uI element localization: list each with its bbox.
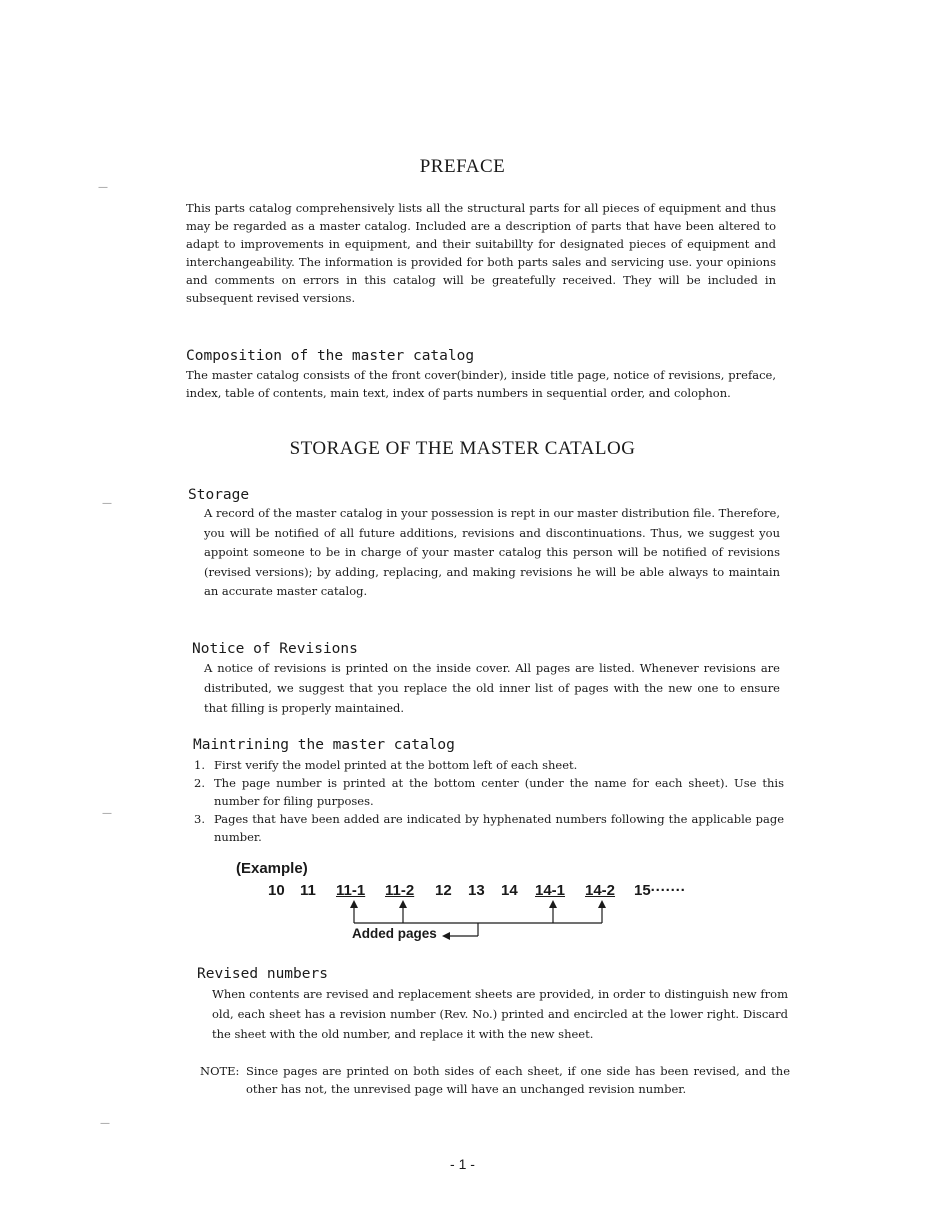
list-item	[194, 756, 784, 774]
step-number: 2.	[194, 776, 205, 790]
example-number: 15·······	[634, 882, 686, 899]
example-number: 10	[268, 882, 285, 899]
example-number: 11	[300, 882, 316, 899]
composition-heading: Composition of the master catalog	[186, 348, 475, 364]
page-number: - 1 -	[450, 1156, 475, 1172]
example-number: 13	[468, 882, 485, 899]
notice-heading: Notice of Revisions	[192, 641, 358, 657]
list-item	[194, 810, 784, 846]
storage-body: A record of the master catalog in your possession is rept in our master distribution file. Therefore, you will be notified of all future additions, revisions and discontinuations. Thus, we suggest you appoint someone to be in charge of your master catalog this person will be notified of revisions (revised versions); by adding, replacing, and making revisions he will be able always to maintain an accurate master catalog.	[204, 506, 780, 598]
arrow-head	[598, 900, 606, 908]
example-number-added: 14-1	[535, 882, 566, 899]
example-label: (Example)	[236, 860, 308, 877]
composition-body: The master catalog consists of the front cover(binder), inside title page, notice of revisions, preface, index, table of contents, main text, index of parts numbers in sequential order, and colophon.	[186, 368, 776, 400]
revised-body: When contents are revised and replacement sheets are provided, in order to distinguish new from old, each sheet has a revision number (Rev. No.) printed and encircled at the lower right. Discard the sheet with the old number, and replace it with the new sheet.	[212, 987, 788, 1041]
example-number: 14	[501, 882, 518, 899]
added-pages-label: Added pages	[352, 926, 437, 941]
margin-mark: —	[98, 182, 108, 193]
margin-mark: —	[102, 498, 112, 509]
example-number-added: 14-2	[585, 882, 616, 899]
maintaining-heading: Maintrining the master catalog	[193, 737, 455, 753]
arrow-head	[399, 900, 407, 908]
storage-section-title: STORAGE OF THE MASTER CATALOG	[289, 438, 636, 459]
note-label: NOTE:	[200, 1064, 240, 1078]
revised-heading: Revised numbers	[197, 966, 328, 982]
step-text: The page number is printed at the bottom center (under the name for each sheet). Use this number for filing purposes.	[214, 776, 784, 808]
note-text: Since pages are printed on both sides of each sheet, if one side has been revised, and the other has not, the unrevised page will have an unchanged revision number.	[246, 1064, 790, 1096]
storage-heading: Storage	[188, 487, 250, 503]
step-number: 1.	[194, 758, 205, 772]
step-number: 3.	[194, 812, 205, 826]
example-number-added: 11-2	[385, 882, 415, 899]
preface-title: PREFACE	[419, 156, 506, 177]
list-item	[194, 774, 784, 810]
margin-mark: —	[102, 808, 112, 819]
example-number-added: 11-1	[336, 882, 366, 899]
notice-body: A notice of revisions is printed on the inside cover. All pages are listed. Whenever revisions are distributed, we suggest that you replace the old inner list of pages with the new one to ensure that filling is properly maintained.	[204, 661, 780, 715]
arrow-head	[549, 900, 557, 908]
example-number: 12	[435, 882, 452, 899]
step-text: First verify the model printed at the bottom left of each sheet.	[214, 758, 578, 772]
maintaining-steps	[194, 756, 784, 846]
revision-note	[200, 1062, 790, 1098]
arrow-head	[442, 932, 450, 940]
preface-body: This parts catalog comprehensively lists all the structural parts for all pieces of equipment and thus may be regarded as a master catalog. Included are a description of parts that have been altered to adapt to improvements in equipment, and their suitabillty for designated pieces of equipment and interchangeability. The information is provided for both parts sales and servicing use. your opinions and comments on errors in this catalog will be greatefully received. They will be included in subsequent revised versions.	[186, 201, 776, 305]
margin-mark: —	[100, 1118, 110, 1129]
arrow-head	[350, 900, 358, 908]
step-text: Pages that have been added are indicated by hyphenated numbers following the applicable page number.	[214, 812, 784, 844]
